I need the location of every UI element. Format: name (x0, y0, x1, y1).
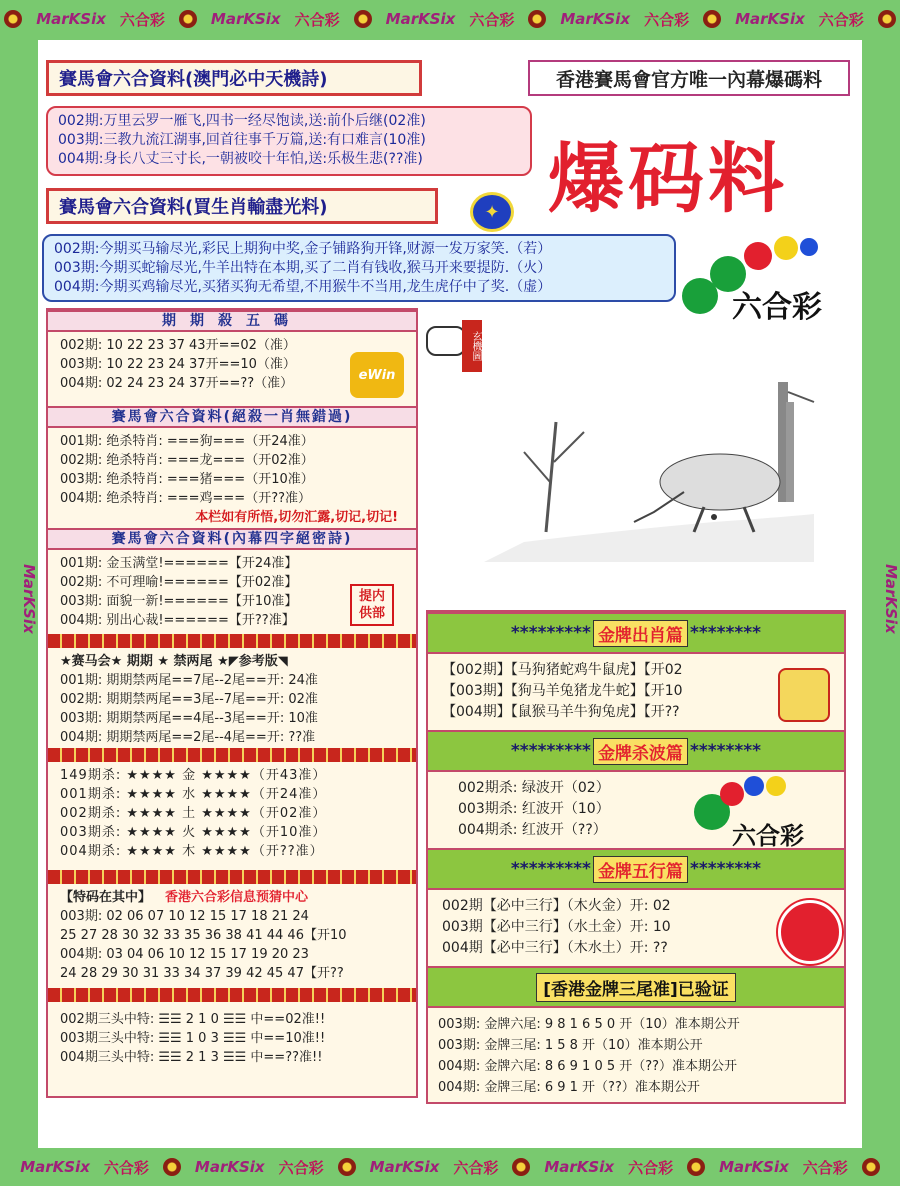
code-row: 24 28 29 30 31 33 34 37 39 42 45 47【开?? (60, 966, 344, 981)
tail-ban-row: 004期: 期期禁两尾==2尾--4尾==开: ??准 (60, 730, 316, 745)
tail-ban-row: 002期: 期期禁两尾==3尾--7尾==开: 02准 (60, 692, 318, 707)
title-stars: ******** (689, 859, 762, 879)
zodiac-line: 002期:今期买马输尽光,彩民上期狗中奖,金子铺路狗开锋,财源一发万家笑.（若） (54, 241, 552, 257)
bull-sketch-image (484, 332, 814, 562)
secret-four-title: 賽馬會六合資料(內幕四字絕密詩) (48, 528, 416, 550)
element-kill-row: 002期杀: ★★★★ 土 ★★★★（开02准） (60, 806, 327, 821)
title-stars: ********* (510, 623, 591, 643)
gold-five-row: 002期【必中三行】（木火金）开: 02 (442, 898, 671, 914)
lhc-dot-blue (744, 776, 764, 796)
lhc-logo-text: 六合彩 (732, 290, 822, 325)
border-lhc: 六合彩 (119, 10, 165, 29)
element-kill-row: 003期杀: ★★★★ 火 ★★★★（开10准） (60, 825, 327, 840)
flower-icon (862, 1158, 880, 1176)
title-stars: ******** (689, 741, 762, 761)
tail-ban-header: ★赛马会★ 期期 ★ 禁两尾 ★◤参考版◥ (60, 654, 288, 669)
zodiac-line: 004期:今期买鸡输尽光,买猪买狗无希望,不用猴牛不当用,龙生虎仔中了奖.（虚） (54, 279, 552, 295)
flower-icon (338, 1158, 356, 1176)
inside-stamp: 提内 供部 (350, 584, 394, 626)
lhc-dot-yellow (774, 236, 798, 260)
kill-one-row: 001期: 绝杀特肖: ===狗===（开24准） (60, 434, 314, 449)
kill-one-row: 002期: 绝杀特肖: ===龙===（开02准） (60, 453, 314, 468)
border-brand: MarKSix (882, 564, 900, 634)
flower-icon (354, 10, 372, 28)
gold-tail-row: 003期: 金牌六尾: 9 8 1 6 5 0 开（10）准本期公开 (438, 1017, 740, 1032)
header-title-2: 賽馬會六合資料(買生肖輸盡光料) (46, 188, 438, 224)
gold-zodiac-row: 【004期】【鼠猴马羊牛狗兔虎】【开?? (442, 704, 680, 720)
border-lhc: 六合彩 (628, 1158, 674, 1177)
poem-box (46, 106, 532, 176)
left-column (46, 308, 418, 1098)
kill-five-title: 期期殺五碼 (48, 310, 416, 332)
lhc-dot-blue (800, 238, 818, 256)
kill-one-note: 本栏如有所悟,切勿汇露,切记,切记! (195, 510, 398, 525)
gold-wave-row: 004期杀: 红波开（??） (458, 822, 607, 838)
kill-five-row: 002期: 10 22 23 37 43开==02（准） (60, 338, 296, 353)
title-stars: ******** (689, 623, 762, 643)
gold-tail-body (428, 1008, 844, 1108)
jockey-club-logo: ✦ (470, 192, 514, 232)
gold-wave-row: 002期杀: 绿波开（02） (458, 780, 610, 796)
zodiac-line: 003期:今期买蛇输尽光,牛羊出特在本期,买了二肖有钱收,猴马开来要提防.（火） (54, 260, 552, 276)
ornament-divider (48, 634, 416, 648)
border-brand: MarKSix (210, 10, 281, 28)
big-title: 爆码料 (548, 134, 788, 223)
header-slogan: 香港賽馬會官方唯一內幕爆碼料 (528, 60, 850, 96)
gold-tail-row: 004期: 金牌六尾: 8 6 9 1 0 5 开（??）准本期公开 (438, 1059, 738, 1074)
title-main: 金牌五行篇 (593, 856, 688, 883)
gold-tail-title (428, 966, 844, 1008)
flower-icon (687, 1158, 705, 1176)
ornament-divider (48, 870, 416, 884)
tail-ban-body (48, 648, 416, 748)
border-brand: MarKSix (385, 10, 456, 28)
border-brand: MarKSix (369, 1158, 440, 1176)
border-brand: MarKSix (20, 564, 38, 634)
content-area (38, 40, 862, 1148)
poem-line: 002期:万里云罗一雁飞,四书一经尽饱读,送:前仆后继(02准) (58, 113, 426, 129)
ornament-divider (48, 748, 416, 762)
title-main: 金牌出肖篇 (593, 620, 688, 647)
kill-five-row: 004期: 02 24 23 24 37开==??（准） (60, 376, 294, 391)
flower-icon (512, 1158, 530, 1176)
three-head-row: 003期三头中特: ☰☰ 1 0 3 ☰☰ 中==10准!! (60, 1031, 326, 1046)
gold-tail-row: 004期: 金牌三尾: 6 9 1 开（??）准本期公开 (438, 1080, 700, 1095)
lhc-logo-text: 六合彩 (732, 821, 804, 850)
kill-one-title: 賽馬會六合資料(絕殺一肖無錯過) (48, 406, 416, 428)
border-lhc: 六合彩 (453, 1158, 499, 1177)
tail-ban-row: 001期: 期期禁两尾==7尾--2尾==开: 24准 (60, 673, 318, 688)
element-kill-row: 149期杀: ★★★★ 金 ★★★★（开43准） (60, 768, 327, 783)
three-head-body (48, 1002, 416, 1074)
kill-one-row: 004期: 绝杀特肖: ===鸡===（开??准） (60, 491, 311, 506)
bottom-border (0, 1148, 900, 1186)
border-brand: MarKSix (20, 1158, 90, 1176)
flower-icon (703, 10, 721, 28)
border-brand: MarKSix (719, 1158, 789, 1176)
element-kill-row: 001期杀: ★★★★ 水 ★★★★（开24准） (60, 787, 327, 802)
gold-five-row: 003期【必中三行】（水土金）开: 10 (442, 919, 671, 935)
code-row: 004期: 03 04 06 10 12 15 17 19 20 23 (60, 947, 309, 962)
three-head-row: 002期三头中特: ☰☰ 2 1 0 ☰☰ 中==02准!! (60, 1012, 326, 1027)
border-brand: MarKSix (560, 10, 631, 28)
flower-icon (878, 10, 896, 28)
gold-zodiac-row: 【002期】【马狗猪蛇鸡牛鼠虎】【开02 (442, 662, 683, 678)
lhc-dot-red (744, 242, 772, 270)
title-main: 金牌杀波篇 (593, 738, 688, 765)
gold-zodiac-row: 【003期】【狗马羊兔猪龙牛蛇】【开10 (442, 683, 683, 699)
border-lhc: 六合彩 (278, 1158, 324, 1177)
lhc-dot-green-2 (682, 278, 718, 314)
ornament-divider (48, 988, 416, 1002)
flower-icon (4, 10, 22, 28)
title-stars: ********* (510, 741, 591, 761)
border-lhc: 六合彩 (103, 1158, 149, 1177)
hk-emblem-icon (778, 900, 842, 964)
title-stars: ********* (510, 859, 591, 879)
gold-tail-title-text: [香港金牌三尾准]已验证 (536, 973, 736, 1002)
kill-five-row: 003期: 10 22 23 24 37开==10（准） (60, 357, 296, 372)
flower-icon (528, 10, 546, 28)
border-lhc: 六合彩 (802, 1158, 848, 1177)
element-kill-body (48, 762, 416, 870)
poem-line: 003期:三教九流江湖事,回首往事千万篇,送:有口难言(10准) (58, 132, 426, 148)
top-border (0, 0, 900, 38)
kill-one-row: 003期: 绝杀特肖: ===猪===（开10准） (60, 472, 314, 487)
border-brand: MarKSix (735, 10, 805, 28)
poem-line: 004期:身长八丈三寸长,一朝被咬十年怕,送:乐极生悲(??准) (58, 151, 423, 167)
gold-wave-title (428, 730, 844, 772)
border-lhc: 六合彩 (644, 10, 690, 29)
flower-icon (179, 10, 197, 28)
gold-five-title (428, 848, 844, 890)
secret-four-row: 001期: 金玉满堂!======【开24准】 (60, 556, 298, 571)
secret-four-row: 002期: 不可理喻!======【开02准】 (60, 575, 298, 590)
code-row: 25 27 28 30 32 33 35 36 38 41 44 46【开10 (60, 928, 347, 943)
lhc-dot-yellow (766, 776, 786, 796)
border-brand: MarKSix (544, 1158, 615, 1176)
border-brand: MarKSix (194, 1158, 265, 1176)
code-block-label: 【特码在其中】 (60, 890, 152, 905)
gold-wave-row: 003期杀: 红波开（10） (458, 801, 610, 817)
three-head-row: 004期三头中特: ☰☰ 2 1 3 ☰☰ 中==??准!! (60, 1050, 323, 1065)
flower-icon (163, 1158, 181, 1176)
code-row: 003期: 02 06 07 10 12 15 17 18 21 24 (60, 909, 309, 924)
zodiac-box (42, 234, 676, 302)
secret-four-row: 004期: 别出心裁!======【开??准】 (60, 613, 295, 628)
border-lhc: 六合彩 (469, 10, 515, 29)
fist-money-icon (778, 668, 830, 722)
xuanji-label: 玄機圖 (462, 320, 482, 372)
code-block-center: 香港六合彩信息预猜中心 (165, 890, 309, 905)
border-brand: MarKSix (36, 10, 106, 28)
kill-one-body (48, 428, 416, 528)
left-border (0, 40, 38, 1148)
header-title-1: 賽馬會六合資料(澳門必中天機詩) (46, 60, 422, 96)
lhc-dot-red (720, 782, 744, 806)
gold-tail-row: 003期: 金牌三尾: 1 5 8 开（10）准本期公开 (438, 1038, 703, 1053)
border-lhc: 六合彩 (818, 10, 864, 29)
tail-ban-row: 003期: 期期禁两尾==4尾--3尾==开: 10准 (60, 711, 318, 726)
gold-five-row: 004期【必中三行】（木水土）开: ?? (442, 940, 668, 956)
secret-four-row: 003期: 面貌一新!======【开10准】 (60, 594, 298, 609)
border-lhc: 六合彩 (294, 10, 340, 29)
gold-zodiac-title (428, 612, 844, 654)
element-kill-row: 004期杀: ★★★★ 木 ★★★★（开??准） (60, 844, 324, 859)
right-border (862, 40, 900, 1148)
ewin-logo: eWin (350, 352, 404, 398)
pointing-hand-icon (426, 326, 466, 356)
code-block-body (48, 884, 416, 988)
